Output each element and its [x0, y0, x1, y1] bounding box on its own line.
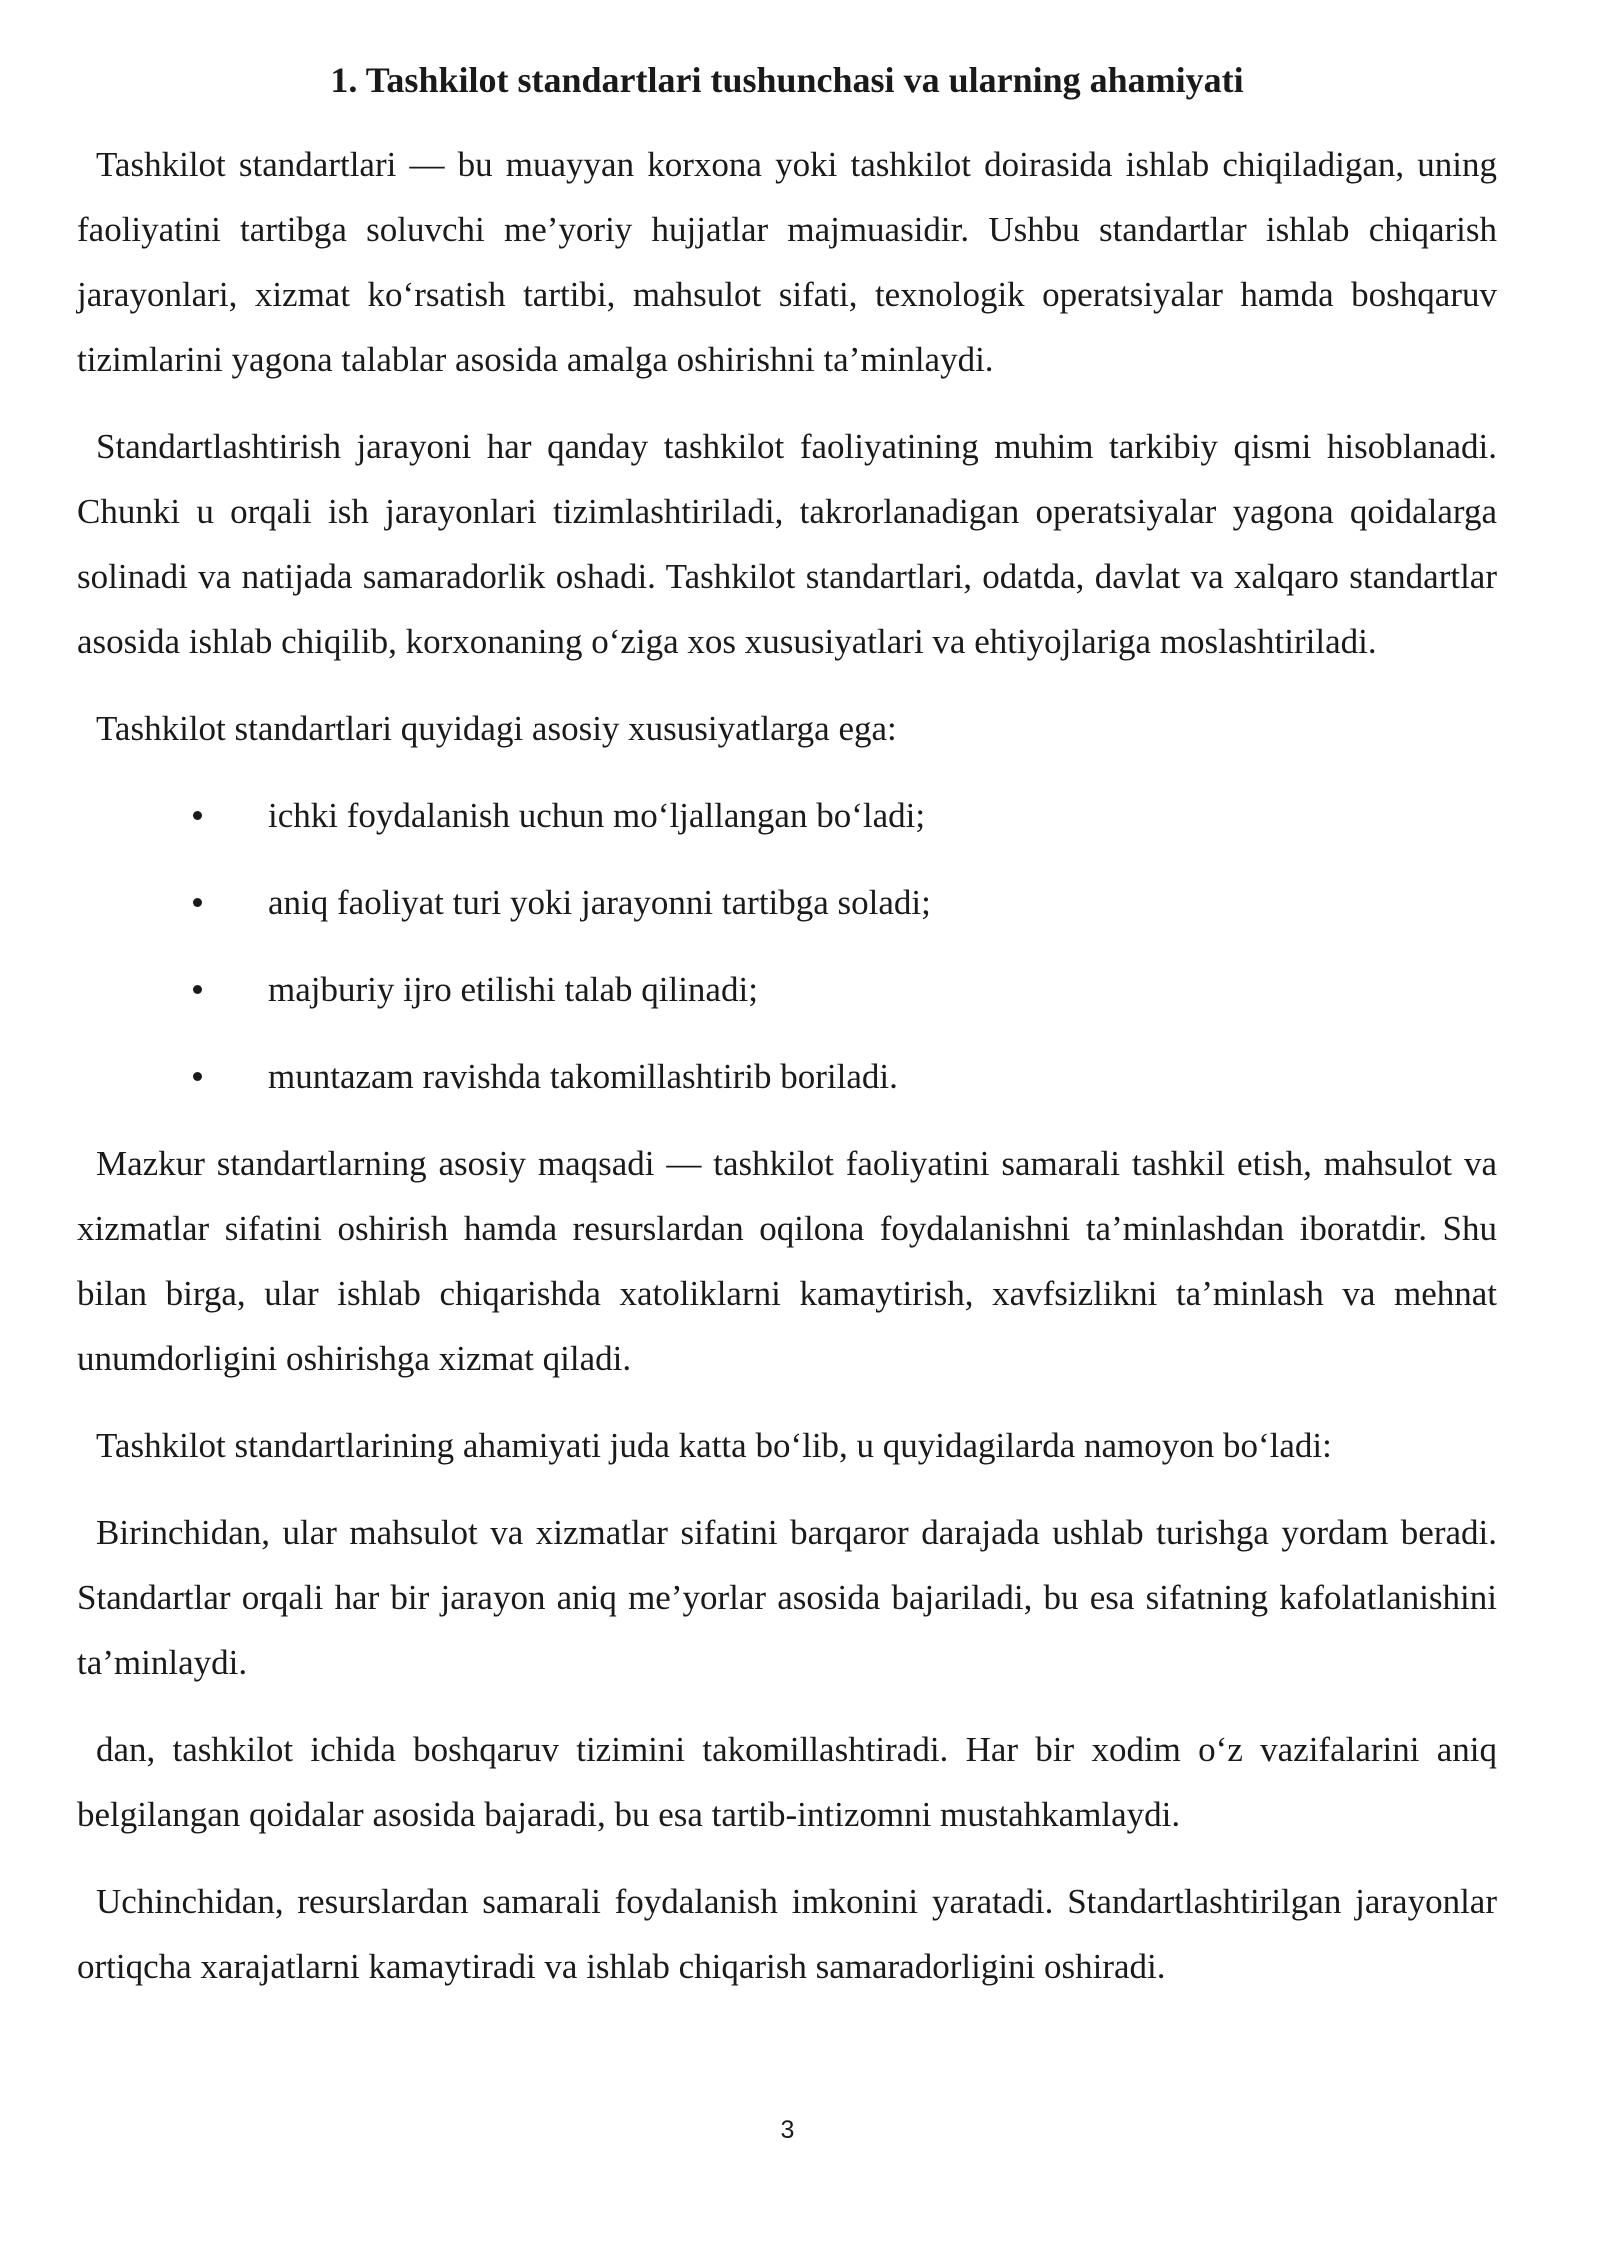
- list-item-text: majburiy ijro etilishi talab qilinadi;: [268, 970, 758, 1009]
- paragraph-standardization-process: Standartlashtirish jarayoni har qanday tashkilot faoliyatining muhim tarkibiy qismi hisoblanadi. Chunki u orqali ish jarayonlari tizimlashtiriladi, takrorlanadigan operatsiyalar yagona qoidalarga solinadi va natijada samaradorlik oshadi. Tashkilot standartlari, odatda, davlat va xalqaro standartlar asosida ishlab chiqilib, korxonaning o‘ziga xos xususiyatlari va ehtiyojlariga moslashtiriladi.: [77, 427, 1497, 661]
- page-number: 3: [780, 2116, 795, 2144]
- paragraph-definition: Tashkilot standartlari — bu muayyan korxona yoki tashkilot doirasida ishlab chiqiladigan, uning faoliyatini tartibga soluvchi me’yoriy hujjatlar majmuasidir. Ushbu standartlar ishlab chiqarish jarayonlari, xizmat ko‘rsatish tartibi, mahsulot sifati, texnologik operatsiyalar hamda boshqaruv tizimlarini yagona talablar asosida amalga oshirishni ta’minlaydi.: [77, 145, 1497, 379]
- paragraph-main-goal: Mazkur standartlarning asosiy maqsadi — tashkilot faoliyatini samarali tashkil etish, mahsulot va xizmatlar sifatini oshirish hamda resurslardan oqilona foydalanishni ta’minlashdan iboratdir. Shu bilan birga, ular ishlab chiqarishda xatoliklarni kamaytirish, xavfsizlikni ta’minlash va mehnat unumdorligini oshirishga xizmat qiladi.: [77, 1144, 1497, 1378]
- paragraph-features-intro: Tashkilot standartlari quyidagi asosiy xususiyatlarga ega:: [96, 709, 897, 748]
- paragraph-importance-intro: Tashkilot standartlarining ahamiyati juda katta bo‘lib, u quyidagilarda namoyon bo‘ladi:: [96, 1426, 1332, 1465]
- list-item: [77, 783, 1497, 848]
- list-item-text: muntazam ravishda takomillashtirib boriladi.: [268, 1057, 898, 1096]
- list-item: [77, 957, 1497, 1022]
- bullet-icon: [193, 898, 202, 907]
- features-list: [77, 783, 1497, 1109]
- list-item-text: aniq faoliyat turi yoki jarayonni tartibga soladi;: [268, 883, 931, 922]
- list-item: [77, 1044, 1497, 1109]
- paragraph-third-point: Uchinchidan, resurslardan samarali foydalanish imkonini yaratadi. Standartlashtirilgan jarayonlar ortiqcha xarajatlarni kamaytiradi va ishlab chiqarish samaradorligini oshiradi.: [77, 1882, 1497, 1986]
- list-item-text: ichki foydalanish uchun mo‘ljallangan bo‘ladi;: [268, 796, 926, 835]
- paragraph-second-point: dan, tashkilot ichida boshqaruv tizimini takomillashtiradi. Har bir xodim o‘z vazifalarini aniq belgilangan qoidalar asosida bajaradi, bu esa tartib-intizomni mustahkamlaydi.: [77, 1730, 1497, 1834]
- page-content: [77, 52, 1497, 2021]
- bullet-icon: [193, 811, 202, 820]
- bullet-icon: [193, 985, 202, 994]
- list-item: [77, 870, 1497, 935]
- section-title: 1. Tashkilot standartlari tushunchasi va ularning ahamiyati: [330, 60, 1244, 100]
- bullet-icon: [193, 1072, 202, 1081]
- paragraph-first-point: Birinchidan, ular mahsulot va xizmatlar sifatini barqaror darajada ushlab turishga yordam beradi. Standartlar orqali har bir jarayon aniq me’yorlar asosida bajariladi, bu esa sifatning kafolatlanishini ta’minlaydi.: [77, 1513, 1497, 1682]
